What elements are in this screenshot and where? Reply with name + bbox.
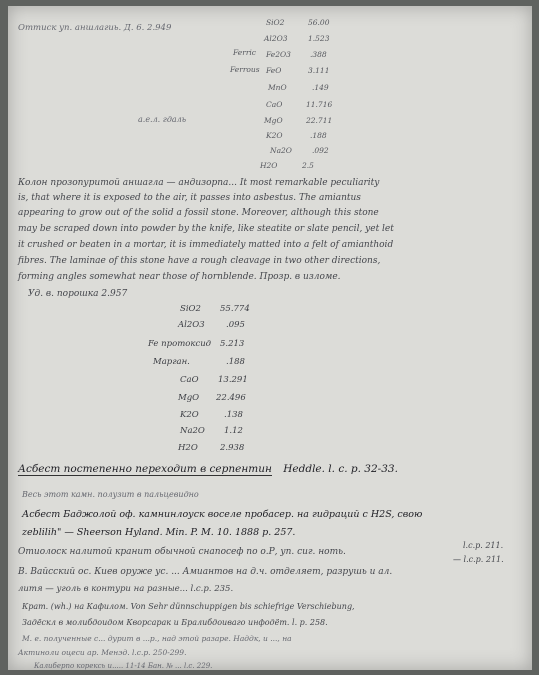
faint-note: Весь этот камн. полузит в пальцевидно <box>22 490 199 499</box>
note-line: zeblilih" — Sheerson Hyland. Min. P. M. 10. 1888 p. 257. <box>22 527 296 538</box>
table2-value: 5.213 <box>220 339 245 349</box>
note-line: литя — уголь в контури на разные... l.c.p. 235. <box>18 584 234 594</box>
heddle-statement <box>18 463 398 475</box>
paragraph-line: forming angles somewhat near those of hornblende. Прозр. в изломе. <box>18 272 341 282</box>
table1-formula: H2O <box>260 161 278 170</box>
table1-formula: CaO <box>266 100 283 109</box>
table1-value: 22.711 <box>306 116 333 125</box>
sketch-note: а.е.л. гдаль <box>138 115 187 124</box>
note-line: Задёскл в молибдоидом Кворсарак и Бралибдоиваго инфодёт. l. p. 258. <box>22 618 328 627</box>
heddle-ref: Heddle. l. c. p. 32-33. <box>283 463 398 475</box>
table2-value: 13.291 <box>218 375 248 385</box>
paragraph-line: may be scraped down into powder by the knife, like steatite or slate pencil, yet let <box>18 224 394 234</box>
analysis-heading: Уд. в. порошка 2.957 <box>28 289 128 299</box>
margin-note: — l.c.p. 211. <box>453 555 504 564</box>
header-line: Оттиск уп. аншлагиь. Д. 6. 2.949 <box>18 23 172 33</box>
margin-note: l.c.p. 211. <box>463 541 504 550</box>
table2-value: 2.938 <box>220 443 245 453</box>
table2-value: 1.12 <box>224 426 243 436</box>
note-line: Актиноли оцеси ар. Менэд. l.c.p. 250-299. <box>18 648 187 657</box>
table2-value: .138 <box>224 410 243 420</box>
heddle-text: Асбест постепенно переходит в серпентин <box>18 463 272 475</box>
table1-label: Ferric <box>233 48 257 57</box>
table2-formula: MgO <box>178 393 200 403</box>
paragraph-line: fibres. The laminae of this stone have a rough cleavage in two other directions, <box>18 256 381 266</box>
table1-formula: FeO <box>266 66 282 75</box>
table2-formula: Fe протоксид <box>148 339 212 349</box>
table2-value: 22.496 <box>216 393 246 403</box>
table1-label: Ferrous <box>230 65 260 74</box>
note-line: Крат. (wh.) на Кафилом. Von Sehr dünnschuppigen bis schiefrige Verschiebung, <box>22 602 355 611</box>
table2-value: .188 <box>226 357 245 367</box>
table1-value: .188 <box>310 131 327 140</box>
paragraph-line: is, that where it is exposed to the air, it passes into asbestus. The amiantus <box>18 193 361 203</box>
table2-formula: H2O <box>178 443 198 453</box>
table2-formula: K2O <box>180 410 199 420</box>
manuscript-page <box>8 6 532 670</box>
table1-value: .388 <box>310 50 327 59</box>
note-line: М. е. полученные с... дурит в ...р., над этой разаре. Наддк, и ..., на <box>22 634 292 643</box>
table1-value: 2.5 <box>302 161 314 170</box>
table2-value: 55.774 <box>220 304 250 314</box>
table1-formula: Al2O3 <box>264 34 288 43</box>
table2-formula: Марган. <box>153 357 190 367</box>
note-line: Отиолоск налитой кранит обычной снапосеф по о.Р, уп. сиг. ноть. <box>18 547 346 557</box>
table1-formula: Fe2O3 <box>266 50 291 59</box>
table1-value: 3.111 <box>308 66 330 75</box>
table1-value: .092 <box>312 146 329 155</box>
paragraph-line: it crushed or beaten in a mortar, it is immediately matted into a felt of amianthoid <box>18 240 394 250</box>
table1-value: 56.00 <box>308 18 330 27</box>
table2-value: .095 <box>226 320 245 330</box>
note-line: Калиберпо корексь и..... 11-14 Бан. № ... l.c. 229. <box>34 662 213 670</box>
table1-formula: K2O <box>266 131 283 140</box>
table1-formula: Na2O <box>270 146 292 155</box>
table1-formula: MnO <box>268 83 287 92</box>
note-line: Асбест Баджолой оф. камнинлоуск воселе пробасер. на гидраций с Н2S, свою <box>22 509 423 520</box>
table1-formula: SiO2 <box>266 18 285 27</box>
note-line: B. Вайсский ос. Киев оруже ус. ... Амиантов на д.ч. отделяет, разрушь и ал. <box>18 567 393 577</box>
table1-value: 11.716 <box>306 100 333 109</box>
table2-formula: SiO2 <box>180 304 201 314</box>
table2-formula: Al2O3 <box>178 320 205 330</box>
table1-value: 1.523 <box>308 34 330 43</box>
table2-formula: CaO <box>180 375 199 385</box>
paragraph-line: Колон прозопуритой аншагла — андизорпа... It most remarkable peculiarity <box>18 178 380 188</box>
table1-formula: MgO <box>264 116 283 125</box>
table1-value: .149 <box>312 83 329 92</box>
paragraph-line: appearing to grow out of the solid a fossil stone. Moreover, although this stone <box>18 208 379 218</box>
table2-formula: Na2O <box>180 426 205 436</box>
